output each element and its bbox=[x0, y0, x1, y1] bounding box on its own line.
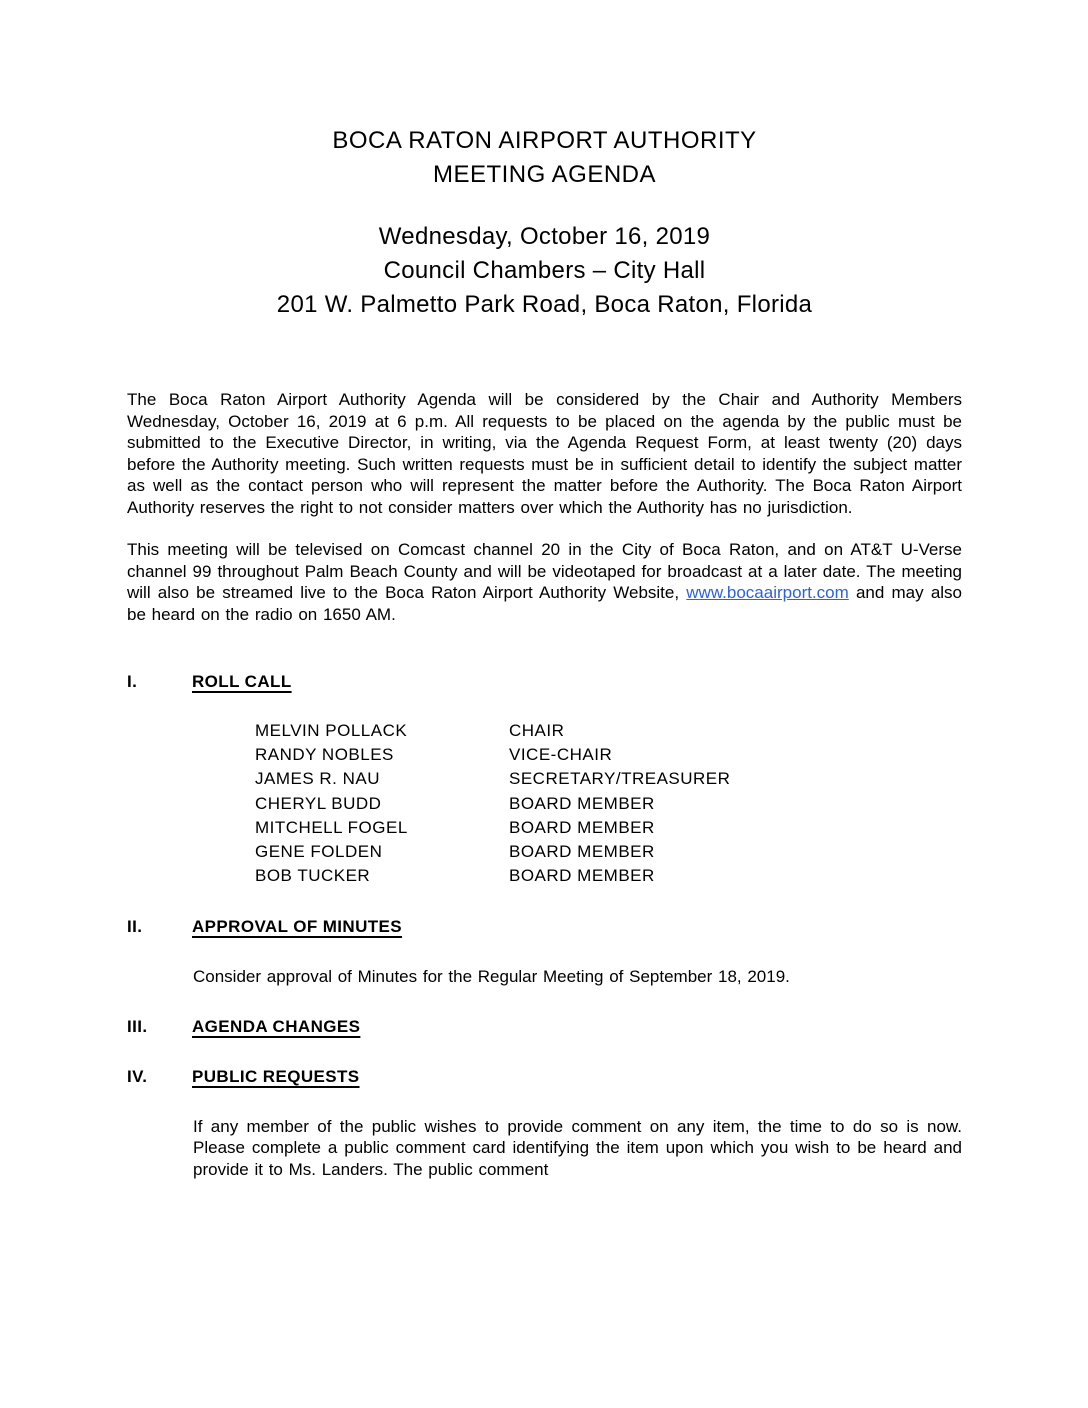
meeting-date: Wednesday, October 16, 2019 bbox=[378, 223, 711, 250]
member-name: MELVIN POLLACK bbox=[255, 721, 408, 740]
broadcast-text-before-link: This meeting will be televised on Comcast channel 20 in the City of Boca Raton, and on AT&T U-Verse channel 99 throughout Palm Beach County and will be videotaped for broadcast at a later date. The meeting will also be streamed live to the Boca Raton Airport Authority Website, bbox=[127, 540, 962, 602]
section-heading-agenda-changes bbox=[127, 1016, 962, 1038]
section-numeral: II. bbox=[127, 917, 143, 937]
website-link[interactable]: www.bocaairport.com bbox=[686, 583, 849, 602]
document-title-line-2: MEETING AGENDA bbox=[432, 161, 657, 188]
member-name: MITCHELL FOGEL bbox=[255, 817, 408, 837]
member-title: CHAIR bbox=[509, 721, 565, 740]
section-title: APPROVAL OF MINUTES bbox=[192, 917, 403, 937]
meeting-address: 201 W. Palmetto Park Road, Boca Raton, Florida bbox=[276, 291, 813, 318]
member-title: BOARD MEMBER bbox=[509, 842, 655, 862]
roll-call-row bbox=[255, 864, 962, 888]
section-numeral: III. bbox=[127, 1016, 148, 1036]
member-title: BOARD MEMBER bbox=[509, 817, 655, 837]
section-heading-approval-of-minutes bbox=[127, 916, 962, 938]
roll-call-row bbox=[255, 719, 962, 743]
member-title: BOARD MEMBER bbox=[509, 866, 655, 886]
roll-call-row bbox=[255, 743, 962, 767]
member-name: CHERYL BUDD bbox=[255, 793, 382, 813]
document-header bbox=[127, 124, 962, 192]
public-requests-body: If any member of the public wishes to provide comment on any item, the time to do so is now. Please complete a public comment card identifying the item upon which you wish to be heard and provide it to Ms. Landers. The public comment bbox=[193, 1116, 962, 1179]
roll-call-row bbox=[255, 767, 962, 791]
member-title: BOARD MEMBER bbox=[509, 793, 655, 813]
member-name: RANDY NOBLES bbox=[255, 745, 394, 765]
approval-of-minutes-body: Consider approval of Minutes for the Regular Meeting of September 18, 2019. bbox=[193, 967, 790, 987]
member-name: BOB TUCKER bbox=[255, 866, 371, 886]
meeting-venue: Council Chambers – City Hall bbox=[383, 257, 706, 284]
member-title: VICE-CHAIR bbox=[509, 745, 613, 765]
member-name: GENE FOLDEN bbox=[255, 842, 383, 862]
document-title-line-1: BOCA RATON AIRPORT AUTHORITY bbox=[332, 127, 757, 154]
intro-paragraph: The Boca Raton Airport Authority Agenda will be considered by the Chair and Authority Members Wednesday, October 16, 2019 at 6 p.m. All requests to be placed on the agenda by the public must be submitted to the Executive Director, in writing, via the Agenda Request Form, at least twenty (20) days before the Authority meeting. Such written requests must be in sufficient detail to identify the subject matter as well as the contact person who will represent the matter before the Authority. The Boca Raton Airport Authority reserves the right to not consider matters over which the Authority has no jurisdiction. bbox=[127, 390, 962, 517]
section-title: ROLL CALL bbox=[192, 672, 292, 691]
section-title: PUBLIC REQUESTS bbox=[192, 1066, 360, 1086]
roll-call-list bbox=[255, 719, 962, 888]
section-numeral: I. bbox=[127, 672, 138, 691]
member-title: SECRETARY/TREASURER bbox=[509, 769, 731, 789]
roll-call-row bbox=[255, 816, 962, 840]
meeting-details bbox=[127, 220, 962, 322]
section-heading-public-requests bbox=[127, 1066, 962, 1088]
broadcast-text-after-link: and may also be heard on the radio on 1650 AM. bbox=[127, 583, 963, 624]
section-title: AGENDA CHANGES bbox=[192, 1016, 361, 1036]
section-numeral: IV. bbox=[127, 1066, 148, 1086]
roll-call-row bbox=[255, 792, 962, 816]
roll-call-row bbox=[255, 840, 962, 864]
section-heading-roll-call bbox=[127, 671, 962, 693]
member-name: JAMES R. NAU bbox=[255, 769, 381, 789]
broadcast-paragraph bbox=[127, 539, 962, 625]
